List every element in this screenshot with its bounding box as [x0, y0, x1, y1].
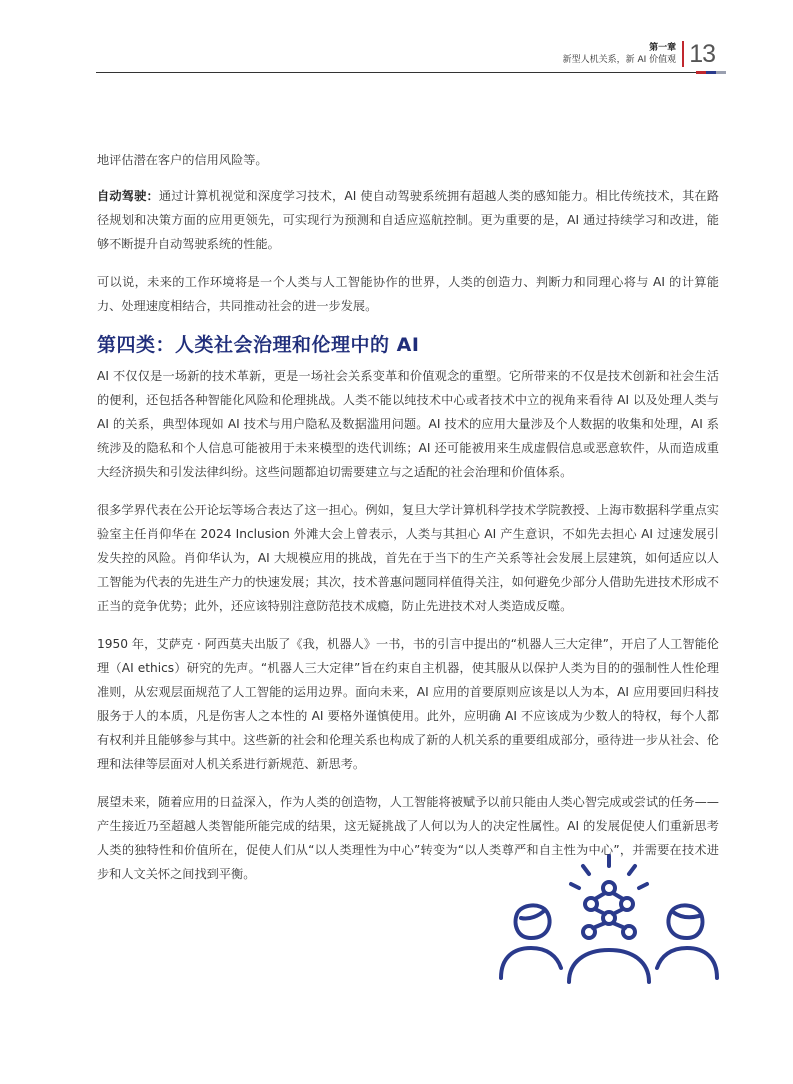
sparkle-line	[583, 866, 589, 874]
paragraph-lead: 自动驾驶：	[97, 189, 159, 203]
header-divider	[682, 41, 684, 67]
sparkle-line	[571, 884, 579, 888]
network-link	[613, 909, 623, 914]
left-person-hair	[521, 910, 545, 919]
paragraph-continuation: 地评估潜在客户的信用风险等。	[97, 153, 268, 167]
right-person-hair	[673, 912, 699, 917]
network-link	[593, 923, 605, 928]
paragraph-academic-concerns: 很多学界代表在公开论坛等场合表达了这一担心。例如，复旦大学计算机科学技术学院教授、上海市数据科学重点实验室主任肖仰华在 2024 Inclusion 外滩大会上曾表示，人类与其担心 AI 产生意识，不如先去担心 AI 过速发展引发失控的风险。肖仰华认为，AI 大规模应用的挑战，首先在于当下的生产关系等社会发展上层建筑，如何适应以人工智能为代表的先进生产力的快速发展；其次，技术普惠问题同样值得关注，如何避免少部分人借助先进技术形成不正当的竞争优势；此外，还应该特别注意防范技术成瘾，防止先进技术对人类造成反噬。	[97, 503, 719, 613]
center-person-body	[569, 950, 649, 982]
accent-blue	[706, 71, 716, 74]
header-text	[563, 42, 677, 66]
paragraph-robot-laws: 1950 年，艾萨克 · 阿西莫夫出版了《我，机器人》一书，书的引言中提出的“机器人三大定律”，开启了人工智能伦理（AI ethics）研究的先声。“机器人三大定律”旨在约束自主机器，使其服从以保护人类为目的的强制性人性伦理准则，从宏观层面规范了人工智能的运用边界。面向未来，AI 应用的首要原则应该是以人为本，AI 应用要回归科技服务于人的本质，凡是伤害人之本性的 AI 要格外谨慎使用。此外，应明确 AI 不应该成为少数人的特权，每个人都有权利并且能够参与其中。这些新的社会和伦理关系也构成了新的人机关系的重要组成部分，亟待进一步从社会、伦理和法律等层面对人机关系进行新规范、新思考。	[97, 637, 719, 771]
accent-red	[696, 71, 706, 74]
accent-gray	[716, 71, 726, 74]
main-content	[97, 148, 719, 900]
people-network-icon	[495, 852, 723, 992]
header-rule	[96, 72, 726, 73]
chapter-subtitle: 新型人机关系，新 AI 价值观	[562, 55, 677, 65]
left-person-body	[501, 948, 561, 978]
sparkle-line	[629, 866, 635, 874]
sparkle-line	[639, 884, 647, 888]
page-number: 13	[689, 40, 715, 68]
chapter-label: 第一章	[649, 43, 677, 53]
running-header	[563, 40, 715, 68]
network-link	[595, 909, 605, 914]
paragraph-ai-social-change: AI 不仅仅是一场新的技术革新，更是一场社会关系变革和价值观念的重塑。它所带来的不仅是技术创新和社会生活的便利，还包括各种智能化风险和伦理挑战。人类不能以纯技术中心或者技术中立的视角来看待 AI 以及处理人类与 AI 的关系，典型体现如 AI 技术与用户隐私及数据滥用问题。AI 技术的应用大量涉及个人数据的收集和处理，AI 系统涉及的隐私和个人信息可能被用于未来模型的迭代训练；AI 还可能被用来生成虚假信息或恶意软件，从而造成重大经济损失和引发法律纠纷。这些问题都迫切需要建立与之适配的社会治理和价值体系。	[97, 369, 719, 479]
section-heading: 第四类：人类社会治理和伦理中的 AI	[97, 334, 420, 356]
right-person-body	[657, 948, 717, 978]
network-link	[595, 893, 605, 899]
paragraph-future-work: 可以说，未来的工作环境将是一个人类与人工智能协作的世界，人类的创造力、判断力和同理心将与 AI 的计算能力、处理速度相结合，共同推动社会的进一步发展。	[97, 275, 719, 313]
network-link	[613, 923, 625, 928]
paragraph-body: 通过计算机视觉和深度学习技术，AI 使自动驾驶系统拥有超越人类的感知能力。相比传统技术，其在路径规划和决策方面的应用更领先，可实现行为预测和自适应巡航控制。更为重要的是，AI 通过持续学习和改进，能够不断提升自动驾驶系统的性能。	[97, 189, 719, 251]
paragraph-autonomous-driving	[97, 184, 719, 256]
header-rule-accent	[696, 71, 726, 74]
network-link	[613, 893, 623, 899]
paragraph-outlook: 展望未来，随着应用的日益深入，作为人类的创造物，人工智能将被赋予以前只能由人类心智完成或尝试的任务——产生接近乃至超越人类智能所能完成的结果，这无疑挑战了人何以为人的决定性属性。AI 的发展促使人们重新思考人类的独特性和价值所在，促使人们从“以人类理性为中心”转变为“以人类尊严和自主性为中心”，并需要在技术进步和人文关怀之间找到平衡。	[97, 795, 719, 881]
